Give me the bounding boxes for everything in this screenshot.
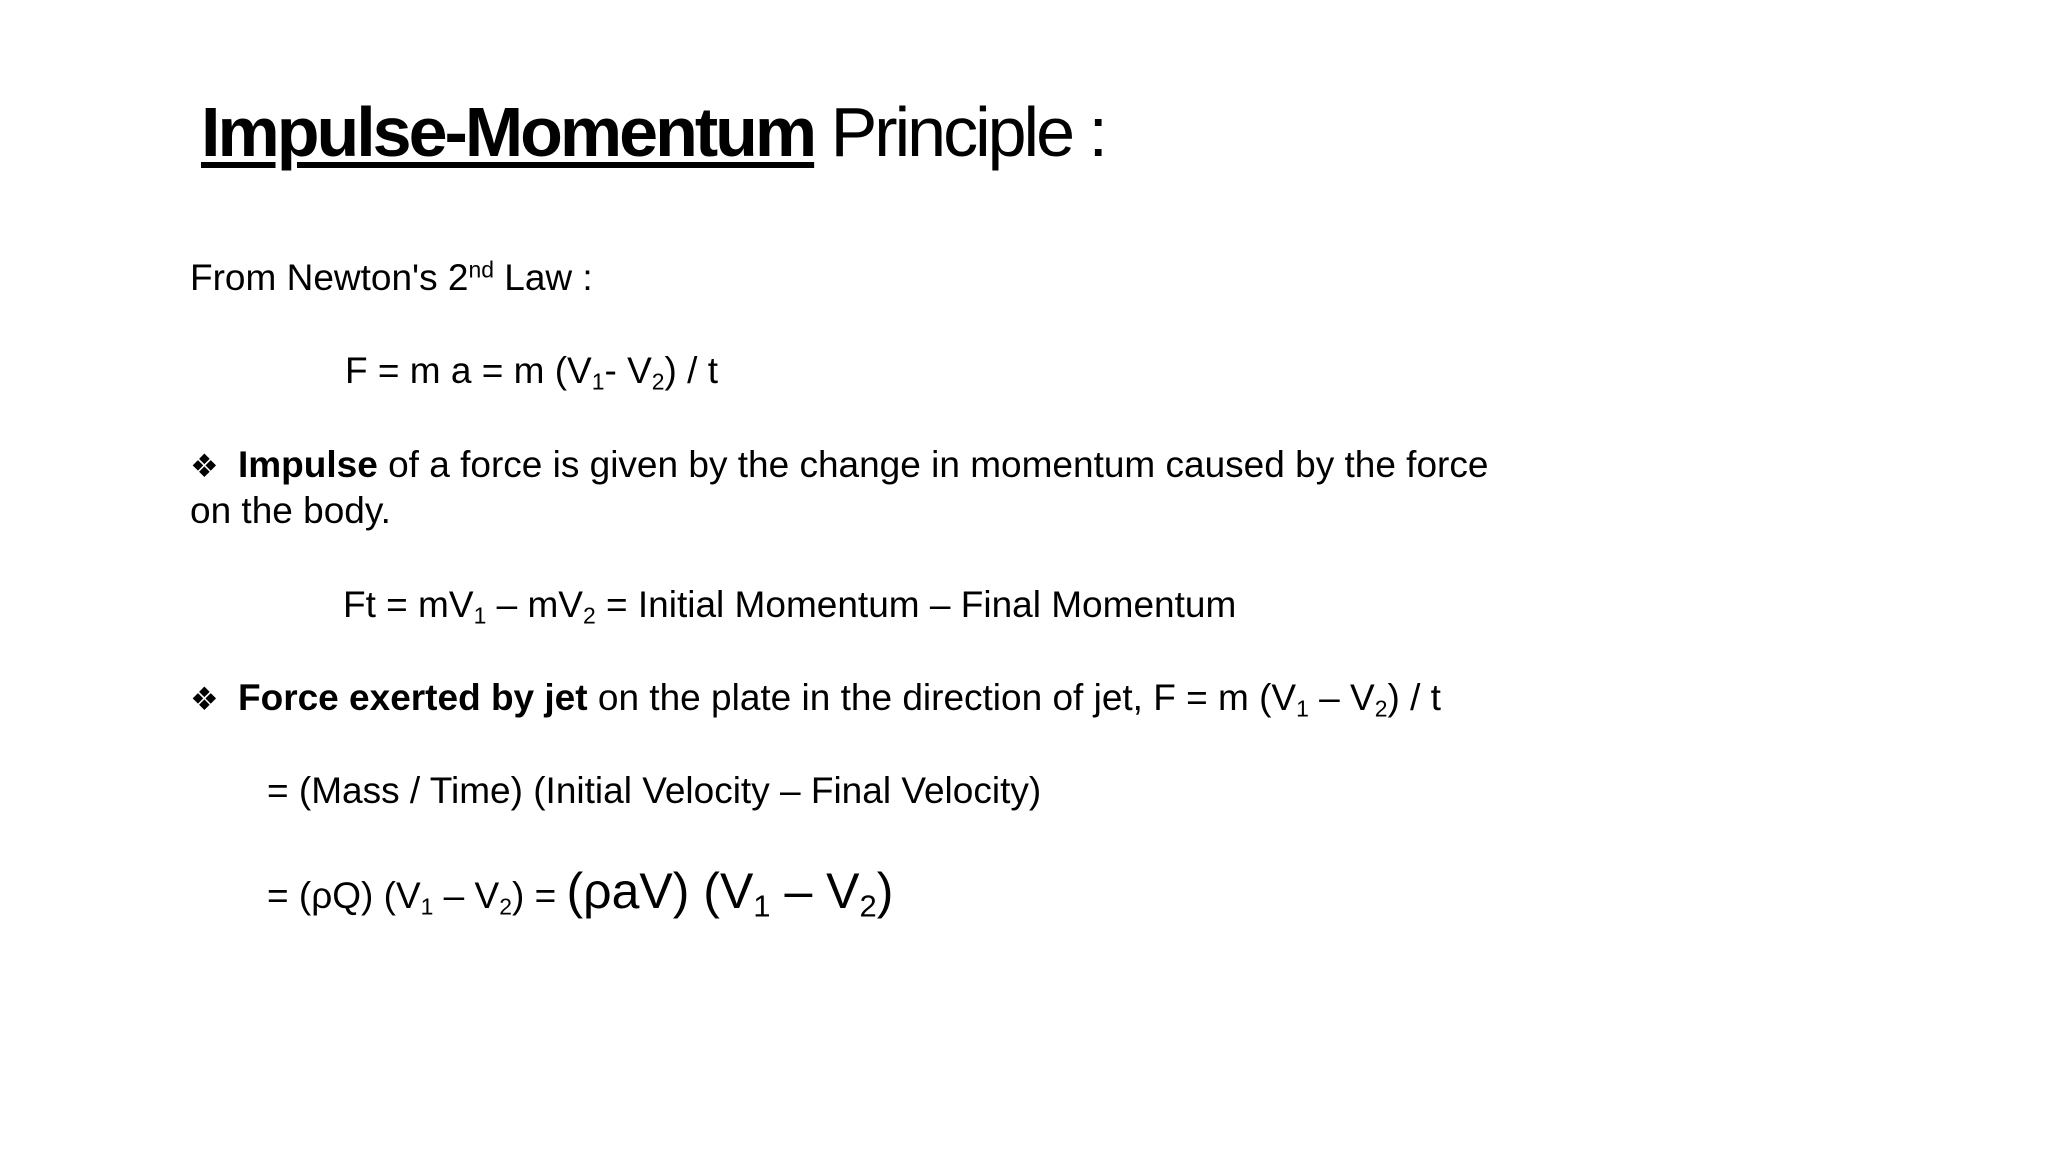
equation-density-large: (ρaV) $(V_1 - V_2)$ — [566, 863, 894, 924]
bullet-impulse-line2: on the body. — [190, 490, 391, 531]
equation-density: = (ρQ) $(V_1 - V_2) = (\rho aV)$ $(V_1 - V_2)$ — [267, 863, 894, 924]
equation-mass-time: = (Mass / Time) (Initial Velocity – Final Velocity) — [267, 770, 1042, 811]
bullet-force-jet: ❖ Force exerted by jet on the plate in the direction of jet, F = m $(V_1 - V_2)$ / t — [190, 677, 1441, 722]
bullet-impulse: ❖ Impulse of a force is given by the change in momentum caused by the force — [190, 442, 1488, 489]
equation-impulse: $Ft = mV_1 - mV_2$ = Initial Momentum – Final Momentum — [343, 584, 1237, 629]
slide-title — [201, 92, 1105, 172]
bullet-icon: ❖ — [190, 448, 219, 484]
newton-law-line: From Newton's 2nd Law : — [190, 256, 593, 298]
title-bold: Impulse-Momentum — [201, 93, 815, 171]
force-jet-term: Force exerted by jet — [238, 677, 588, 718]
impulse-term: Impulse — [238, 444, 378, 485]
bullet-icon: ❖ — [190, 681, 219, 717]
equation-newton: F = m a = m ($V_1-$ $V_2$) / t — [345, 350, 718, 395]
title-rest: Principle : — [814, 93, 1105, 171]
